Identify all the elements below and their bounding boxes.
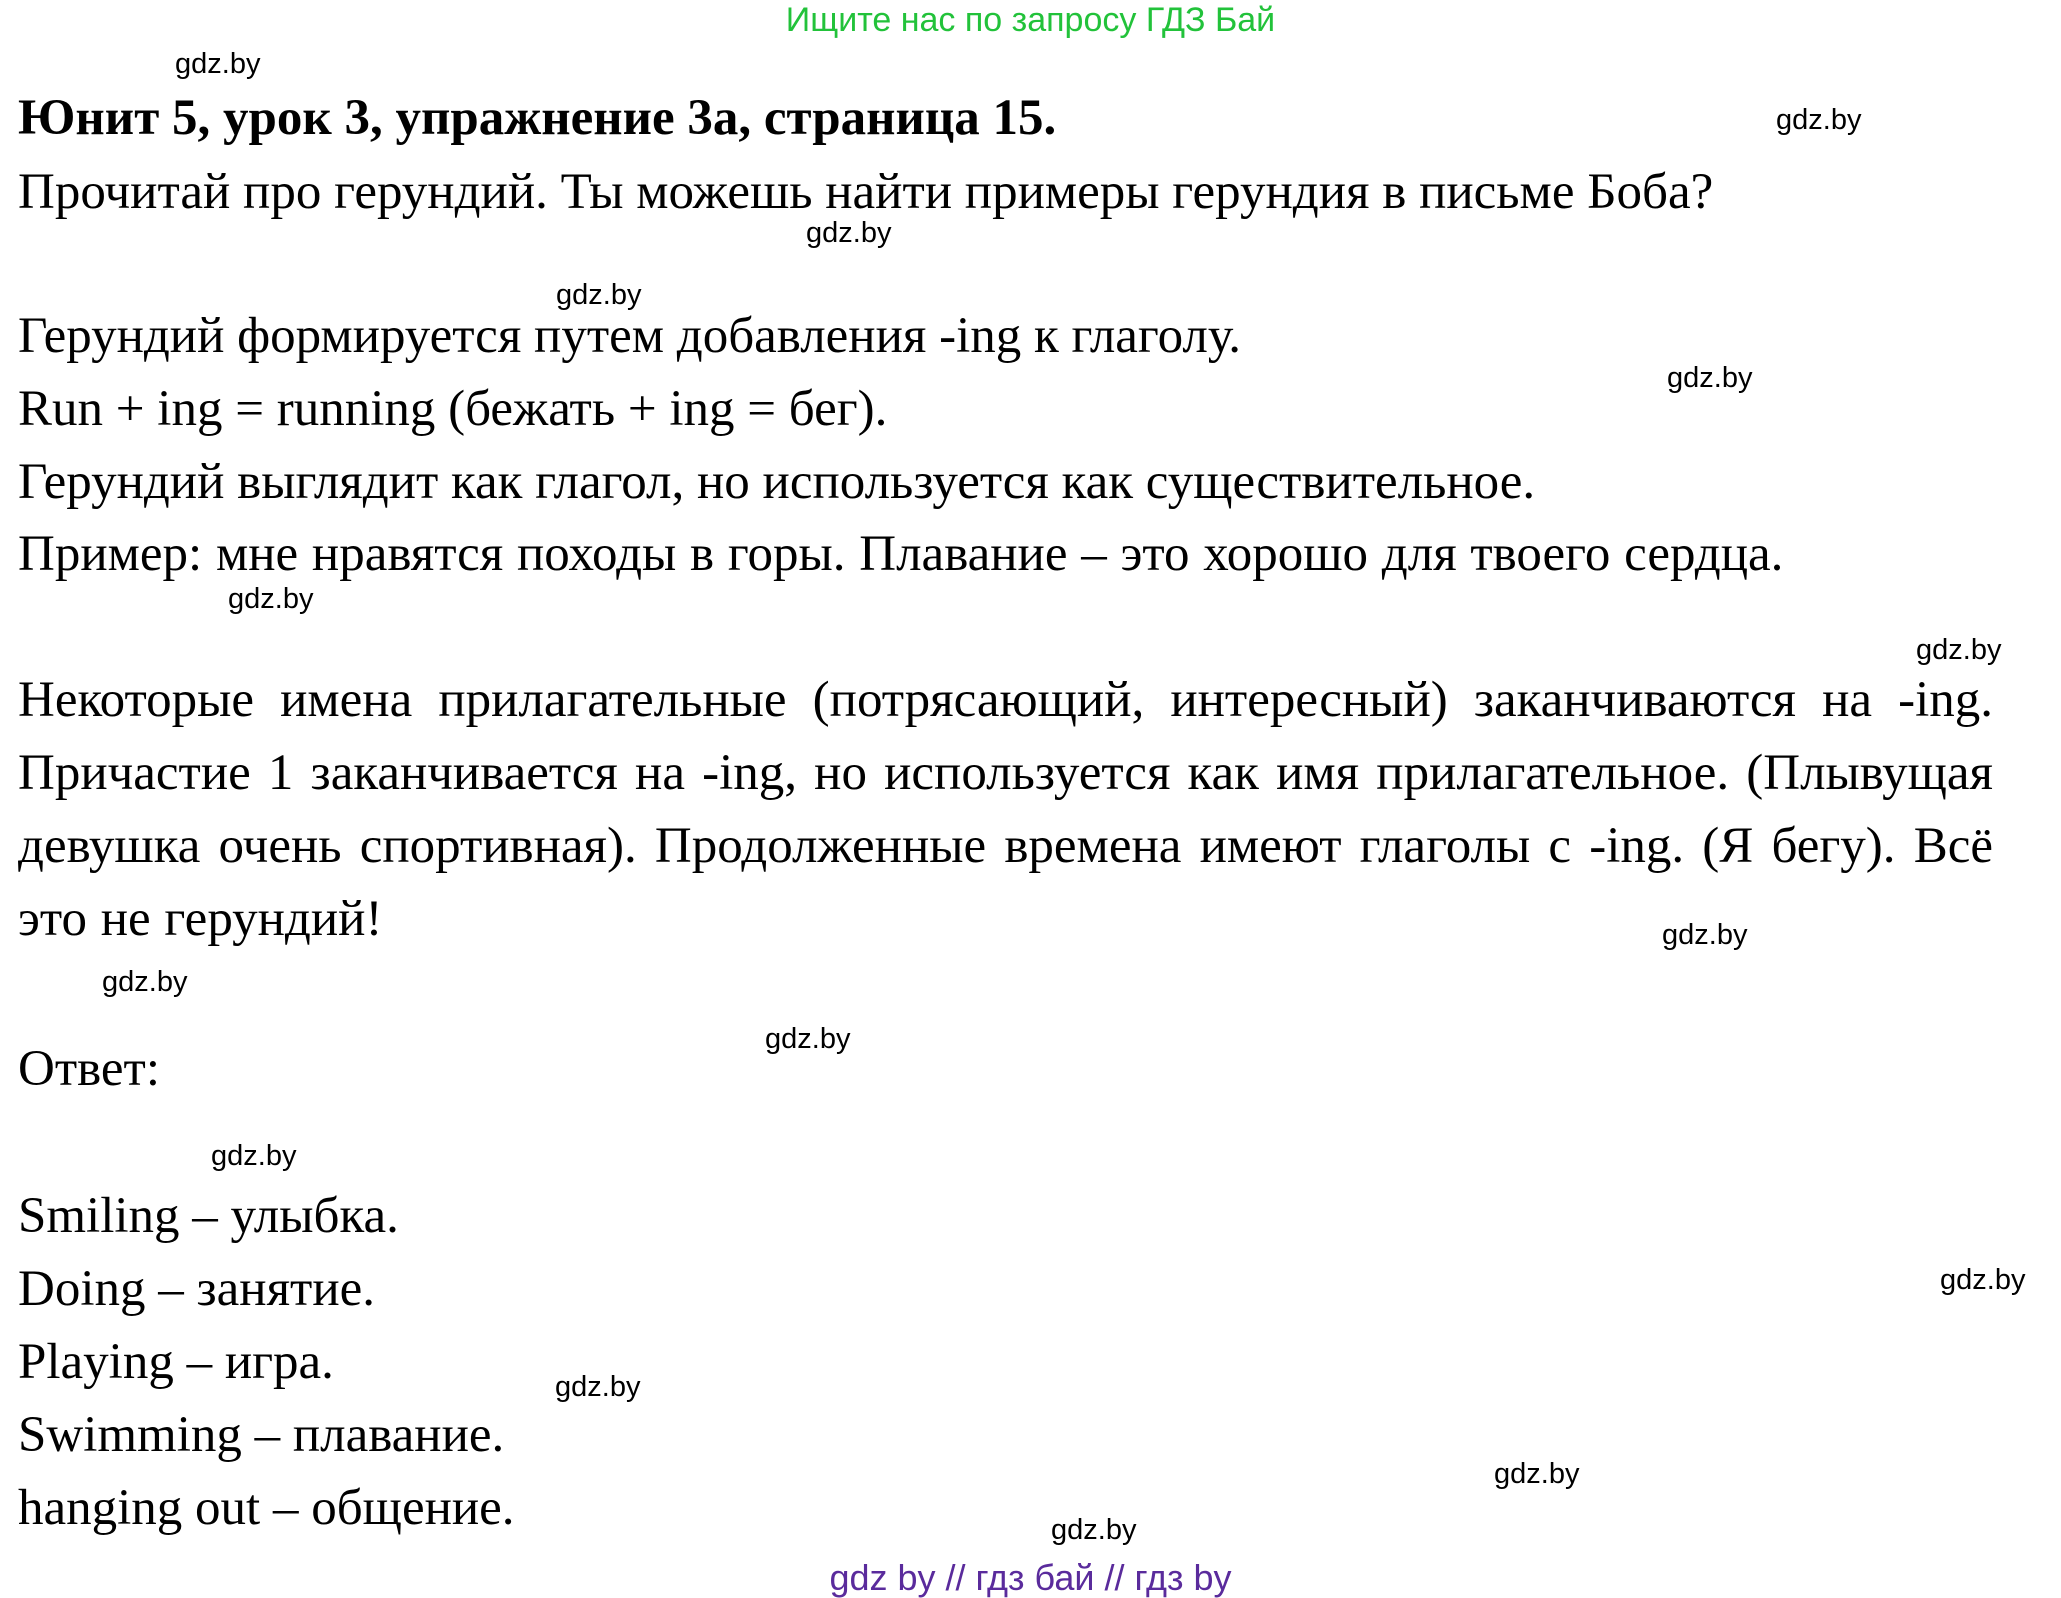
- answer-item: hanging out – общение.: [18, 1480, 515, 1536]
- answer-item: Swimming – плавание.: [18, 1407, 505, 1463]
- example-paragraph: Пример: мне нравятся походы в горы. Плавание – это хорошо для твоего сердца.: [18, 526, 1784, 582]
- watermark: gdz.by: [228, 583, 314, 615]
- answer-label: Ответ:: [18, 1041, 160, 1097]
- watermark: gdz.by: [102, 966, 188, 998]
- watermark: gdz.by: [211, 1140, 297, 1172]
- rule-line-2: Run + ing = running (бежать + ing = бег).: [18, 381, 888, 437]
- watermark: gdz.by: [1662, 919, 1748, 951]
- watermark: gdz.by: [1051, 1514, 1137, 1546]
- watermark: gdz.by: [1667, 362, 1753, 394]
- answer-item: Playing – игра.: [18, 1334, 334, 1390]
- watermark: gdz.by: [175, 48, 261, 80]
- watermark: gdz.by: [556, 279, 642, 311]
- note-paragraph: Некоторые имена прилагательные (потрясающий, интересный) заканчиваются на -ing. Причастие 1 заканчивается на -ing, но используется как имя прилагательное. (Плывущая девушка очень спортивная). Продолженные времена имеют глаголы с -ing. (Я бегу). Всё это не герундий!: [18, 672, 1993, 947]
- watermark: gdz.by: [1940, 1264, 2026, 1296]
- top-banner: Ищите нас по запросу ГДЗ Бай: [785, 1, 1276, 39]
- answer-item: Smiling – улыбка.: [18, 1188, 399, 1244]
- page-title: Юнит 5, урок 3, упражнение 3а, страница 15.: [18, 90, 1057, 146]
- watermark: gdz.by: [1494, 1458, 1580, 1490]
- rule-line-1: Герундий формируется путем добавления -ing к глаголу.: [18, 308, 1242, 364]
- watermark: gdz.by: [1916, 634, 2002, 666]
- watermark: gdz.by: [806, 217, 892, 249]
- watermark: gdz.by: [1776, 104, 1862, 136]
- task-text: Прочитай про герундий. Ты можешь найти примеры герундия в письме Боба?: [18, 164, 1714, 220]
- footer-links: gdz by // гдз бай // гдз by: [829, 1557, 1232, 1598]
- watermark: gdz.by: [555, 1371, 641, 1403]
- answer-item: Doing – занятие.: [18, 1261, 375, 1317]
- rule-line-3: Герундий выглядит как глагол, но используется как существительное.: [18, 454, 1536, 510]
- watermark: gdz.by: [765, 1023, 851, 1055]
